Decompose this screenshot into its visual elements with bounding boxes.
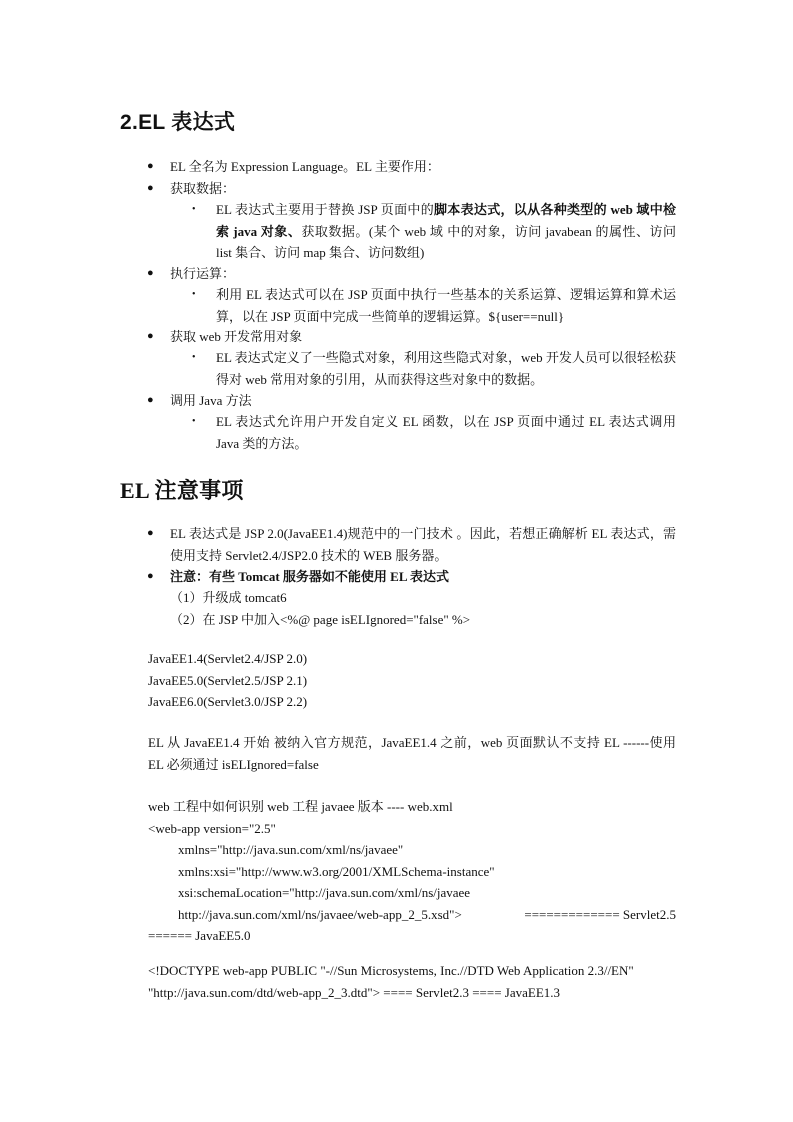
- tomcat-steps: [170, 587, 680, 630]
- code-line: xsi:schemaLocation="http://java.sun.com/xml/ns/javaee: [178, 885, 471, 900]
- list-item: ● 获取数据：: [170, 178, 680, 200]
- sub-item-get-data: • EL 表达式主要用于替换 JSP 页面中的脚本表达式，以从各种类型的 web 域中检索 java 对象、获取数据。(某个 web 域 中的对象，访问 javabean 的属性、访问 list 集合、访问 map 集合、访问数组): [216, 199, 676, 264]
- webxml-heading: web 工程中如何识别 web 工程 javaee 版本 ---- web.xml: [148, 799, 453, 814]
- bullet-icon: ●: [147, 267, 154, 279]
- version-line: JavaEE1.4(Servlet2.4/JSP 2.0): [148, 651, 308, 666]
- sub-bullet-icon: •: [192, 352, 196, 363]
- section-title-notes: EL 注意事项: [120, 478, 244, 503]
- list-item: ● 调用 Java 方法: [170, 390, 680, 412]
- version-line: JavaEE5.0(Servlet2.5/JSP 2.1): [148, 672, 308, 688]
- bullet-icon: ●: [147, 394, 154, 406]
- bullet-icon: ●: [147, 160, 154, 172]
- sub-item-operations: • 利用 EL 表达式可以在 JSP 页面中执行一些基本的关系运算、逻辑运算和算术运算，以在 JSP 页面中完成一些简单的逻辑运算。${user==null}: [216, 284, 676, 327]
- code-line: xmlns:xsi="http://www.w3.org/2001/XMLSchema-instance": [178, 863, 495, 879]
- list-item: ● 获取 web 开发常用对象: [170, 326, 680, 348]
- version-line: JavaEE6.0(Servlet3.0/JSP 2.2): [148, 694, 308, 709]
- step-1: （1）升级成 tomcat6: [170, 590, 287, 605]
- code-line: xmlns="http://java.sun.com/xml/ns/javaee": [178, 842, 404, 857]
- doctype-section: [148, 960, 676, 1003]
- list-item: ● 注意：有些 Tomcat 服务器如不能使用 EL 表达式: [170, 566, 680, 588]
- bullet-icon: ●: [147, 527, 154, 539]
- sub-bullet-icon: •: [192, 416, 196, 427]
- sub-bullet-icon: •: [192, 289, 196, 300]
- webxml-section: [148, 796, 676, 947]
- sub-bullet-icon: •: [192, 204, 196, 215]
- sub-item-java-methods: • EL 表达式允许用户开发自定义 EL 函数，以在 JSP 页面中通过 EL 表达式调用 Java 类的方法。: [216, 411, 676, 454]
- code-line: "http://java.sun.com/dtd/web-app_2_3.dtd"> ==== Servlet2.3 ==== JavaEE1.3: [148, 984, 561, 1000]
- step-2: （2）在 JSP 中加入<%@ page isELIgnored="false" %>: [170, 611, 471, 627]
- code-line: <!DOCTYPE web-app PUBLIC "-//Sun Microsystems, Inc.//DTD Web Application 2.3//EN": [148, 963, 634, 978]
- list-item: ● EL 全名为 Expression Language。EL 主要作用：: [170, 156, 680, 178]
- code-line: ====== JavaEE5.0: [148, 928, 251, 943]
- bullet-icon: ●: [147, 181, 154, 194]
- el-bullet-list: [147, 156, 680, 199]
- section-title-el: 2.EL 表达式: [120, 111, 236, 134]
- list-item: ● EL 表达式是 JSP 2.0(JavaEE1.4)规范中的一门技术 。因此，若想正确解析 EL 表达式，需使用支持 Servlet2.4/JSP2.0 技术的 WEB 服务器。: [170, 523, 676, 566]
- bullet-icon: ●: [147, 570, 154, 582]
- code-line: <web-app version="2.5": [148, 820, 276, 836]
- code-line: http://java.sun.com/xml/ns/javaee/web-app_2_5.xsd"> ============= Servlet2.5: [178, 906, 676, 922]
- sub-item-implicit-objects: • EL 表达式定义了一些隐式对象，利用这些隐式对象，web 开发人员可以很轻松获得对 web 常用对象的引用，从而获得这些对象中的数据。: [216, 347, 676, 390]
- list-item: ● 执行运算：: [170, 263, 680, 285]
- version-list: [148, 648, 676, 713]
- bullet-icon: ●: [147, 330, 154, 342]
- el-history-note: EL 从 JavaEE1.4 开始 被纳入官方规范，JavaEE1.4 之前，web 页面默认不支持 EL ------使用 EL 必须通过 isELIgnored=false: [148, 735, 676, 772]
